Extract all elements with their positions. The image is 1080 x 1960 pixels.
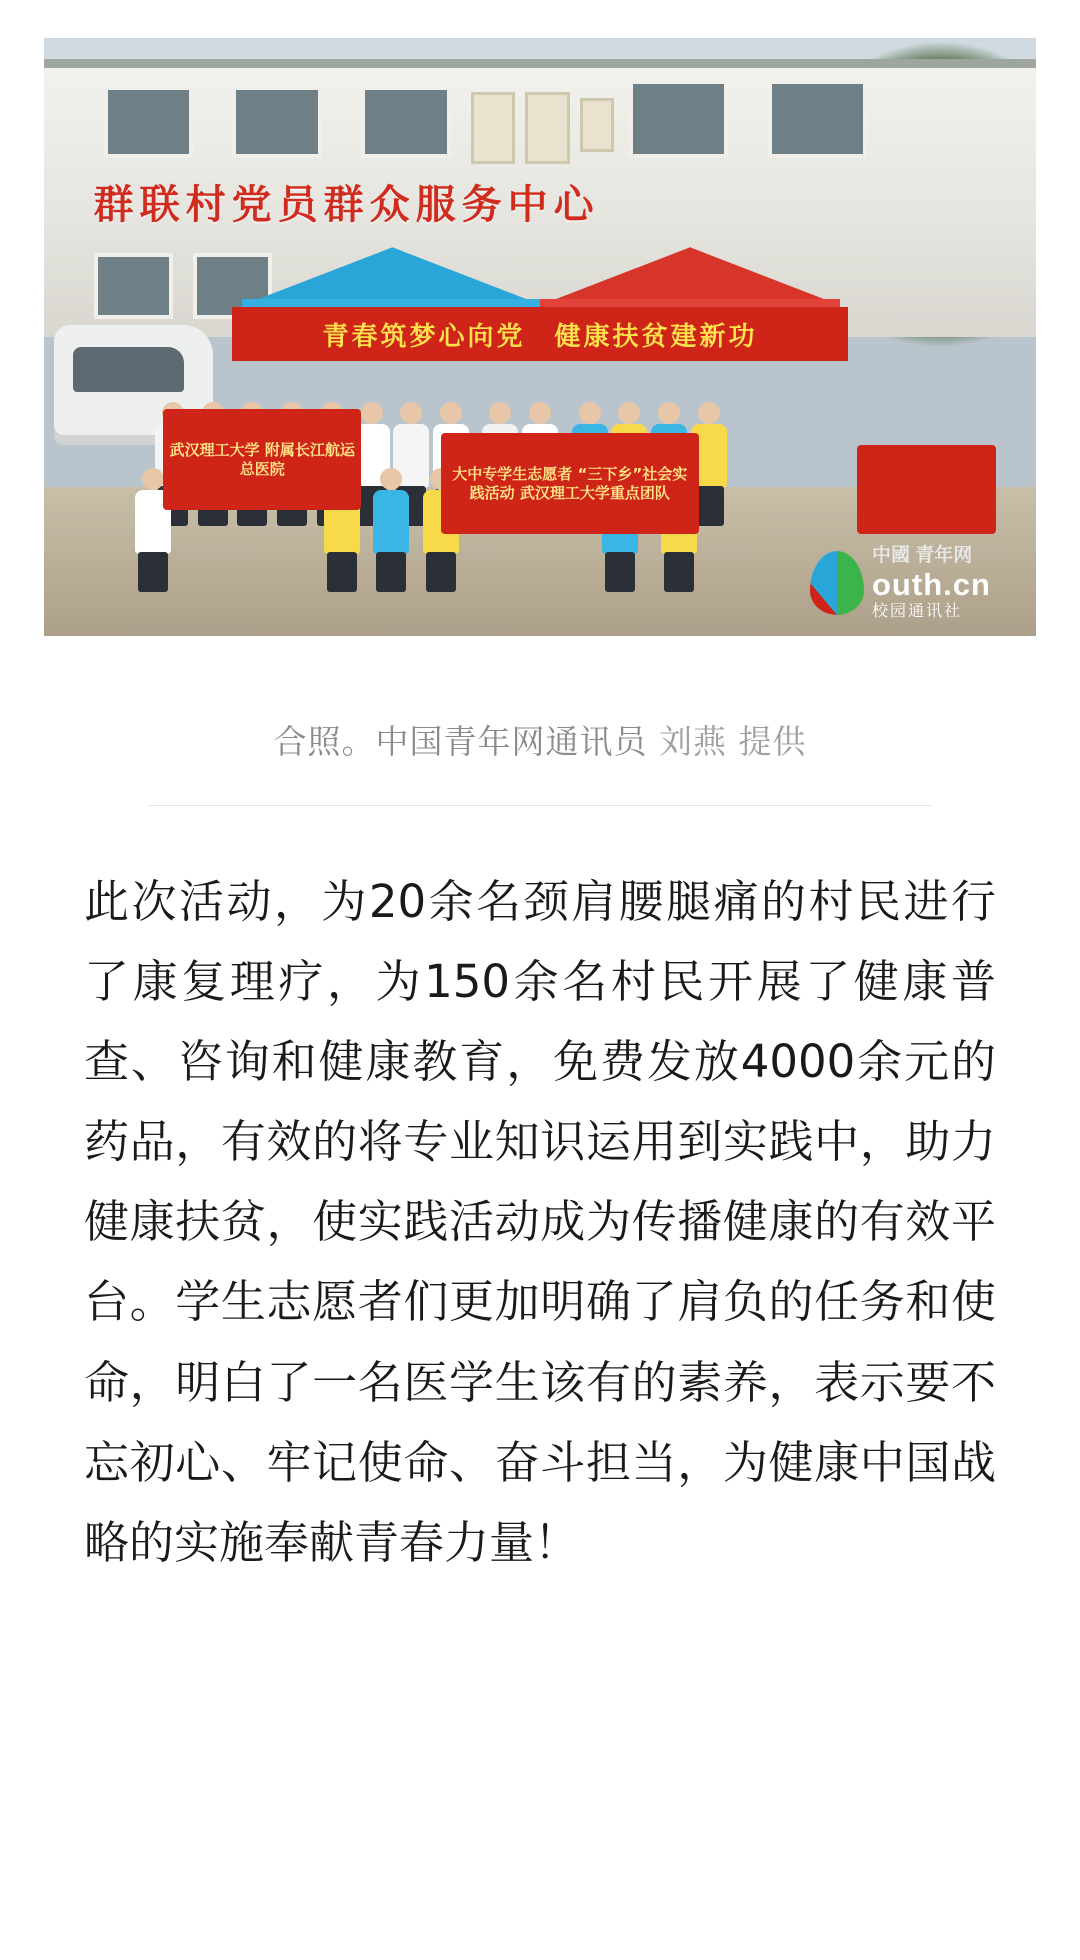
building-sign-text: 群联村党员群众服务中心 (93, 182, 600, 229)
caption-main: 合照。中国青年网通讯员 (273, 722, 648, 761)
photo-poster (580, 98, 615, 152)
photo-person (371, 468, 411, 588)
photo-window (232, 86, 321, 158)
caption-divider (149, 805, 931, 806)
photo-poster (471, 92, 516, 164)
leaf-icon (810, 551, 864, 615)
watermark-line3: 校园通讯社 (872, 602, 963, 620)
photo-window (629, 80, 728, 158)
photo-window (768, 80, 867, 158)
watermark-logo (810, 540, 1022, 626)
watermark-line2: outh.cn (872, 566, 991, 602)
group-photo (44, 38, 1036, 636)
article-figure (44, 38, 1036, 805)
caption-sub: 刘燕 提供 (659, 722, 807, 761)
tent-banner-text: 青春筑梦心向党 健康扶贫建新功 (232, 307, 847, 361)
rolled-flag (857, 445, 996, 535)
right-hand-banner: 大中专学生志愿者 “三下乡”社会实践活动 武汉理工大学重点团队 (441, 433, 699, 535)
photo-roofline (44, 59, 1036, 68)
article-paragraph: 此次活动，为20余名颈肩腰腿痛的村民进行了康复理疗，为150余名村民开展了健康普查、咨询和健康教育，免费发放4000余元的药品，有效的将专业知识运用到实践中，助力健康扶贫，使实践活动成为传播健康的有效平台。学生志愿者们更加明确了肩负的任务和使命，明白了一名医学生该有的素养，表示要不忘初心、牢记使命、奋斗担当，为健康中国战略的实施奉献青春力量！ (84, 875, 996, 1569)
photo-window (104, 86, 193, 158)
photo-window (361, 86, 450, 158)
watermark-line1: 中國 青年网 (872, 545, 973, 567)
photo-window (94, 253, 173, 319)
image-caption (44, 636, 1036, 805)
left-hand-banner: 武汉理工大学 附属长江航运总医院 (163, 409, 361, 511)
photo-poster (525, 92, 570, 164)
